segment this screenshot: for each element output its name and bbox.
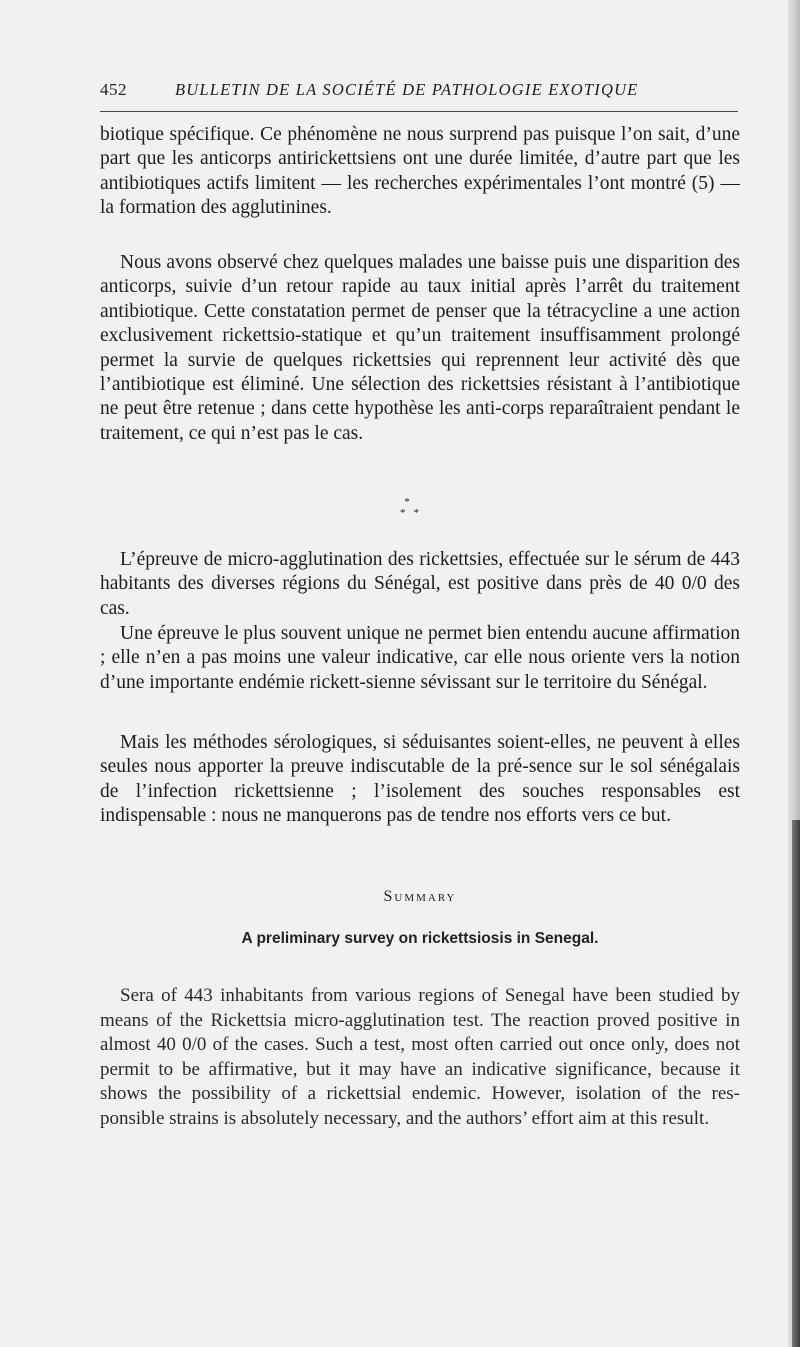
paragraph-micro-agglutination: L’épreuve de micro-agglutination des rickettsies, effectuée sur le sérum de 443 habitants des diverses régions du Sénégal, est positive dans près de 40 0/0 des cas. <box>100 549 740 619</box>
journal-title: BULLETIN DE LA SOCIÉTÉ DE PATHOLOGIE EXOTIQUE <box>175 80 639 99</box>
page-number: 452 <box>100 80 127 99</box>
asterism-top: * <box>404 496 410 508</box>
paragraph-indicative-value: Une épreuve le plus souvent unique ne permet bien entendu aucune affirmation ; elle n’en a pas moins une valeur indicative, car elle nous oriente vers la notion d’une importante endémie rickett-sienne sévissant sur le territoire du Sénégal. <box>100 623 740 693</box>
summary-heading: Summary <box>383 888 457 905</box>
paragraph-continuation: biotique spécifique. Ce phénomène ne nous surprend pas puisque l’on sait, d’une part que les anticorps antirickettsiens ont une durée limitée, d’autre part que les antibiotiques actifs limitent — les recherches expérimentales l’ont montré (5) — la formation des agglutinines. <box>100 124 740 219</box>
summary-subtitle: A preliminary survey on rickettsiosis in Senegal. <box>241 930 599 947</box>
paragraph-antibody-observation: Nous avons observé chez quelques malades une baisse puis une disparition des anticorps, suivie d’un retour rapide au taux initial après l’arrêt du traitement antibiotique. Cette constatation permet de penser que la tétracycline a une action exclusivement rickettsio-statique et qu’un traitement insuffisamment prolongé permet la survie de quelques rickettsies qui reprennent leur activité dès que l’antibiotique est éliminé. Une sélection des rickettsies résistant à l’antibiotique ne peut être retenue ; dans cette hypothèse les anti-corps reparaîtraient pendant le traitement, ce qui n’est pas le cas. <box>100 252 740 444</box>
page-edge-dark <box>792 820 800 1347</box>
paragraph-serological-methods: Mais les méthodes sérologiques, si séduisantes soient-elles, ne peuvent à elles seules nous apporter la preuve indiscutable de la pré-sence sur le sol sénégalais de l’infection rickettsienne ; l’isolement des souches responsables est indispensable : nous ne manquerons pas de tendre nos efforts vers ce but. <box>100 732 740 827</box>
asterism-separator <box>392 496 427 527</box>
asterism-bottom: ** <box>400 507 427 519</box>
summary-paragraph: Sera of 443 inhabitants from various regions of Senegal have been studied by means of the Rickettsia micro-agglutination test. The reaction proved positive in almost 40 0/0 of the cases. Such a test, most often carried out once only, does not permit to be affirmative, but it may have an indicative significance, because it shows the possibility of a rickettsial endemic. However, isolation of the res-ponsible strains is absolutely necessary, and the authors’ effort aim at this result. <box>100 985 740 1129</box>
header-rule <box>100 111 738 112</box>
running-header <box>100 80 740 104</box>
